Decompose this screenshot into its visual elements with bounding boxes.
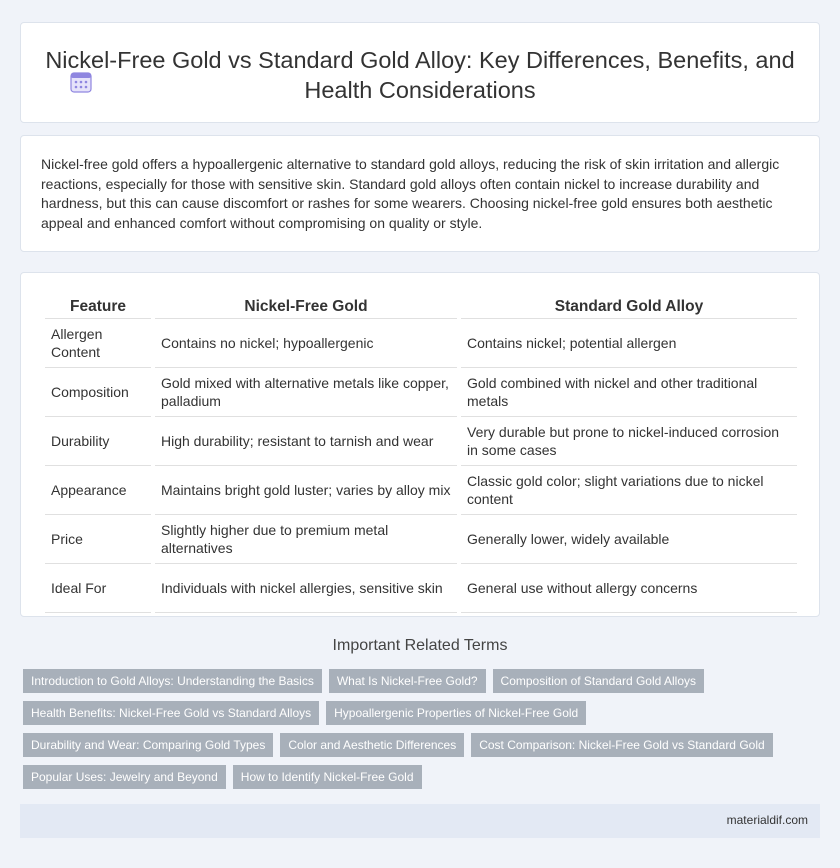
term-link[interactable]: What Is Nickel-Free Gold?: [329, 669, 486, 693]
row-nickel-free: Contains no nickel; hypoallergenic: [155, 319, 457, 368]
term-row: [23, 733, 813, 757]
term-link[interactable]: How to Identify Nickel-Free Gold: [233, 765, 422, 789]
row-standard: Very durable but prone to nickel-induced corrosion in some cases: [461, 417, 797, 466]
row-feature: Appearance: [45, 466, 151, 515]
row-standard: Gold combined with nickel and other traditional metals: [461, 368, 797, 417]
row-standard: Contains nickel; potential allergen: [461, 319, 797, 368]
term-link[interactable]: Health Benefits: Nickel-Free Gold vs Standard Alloys: [23, 701, 319, 725]
page-title: Nickel-Free Gold vs Standard Gold Alloy: Key Differences, Benefits, and Health Considerations: [45, 47, 795, 103]
row-standard: Generally lower, widely available: [461, 515, 797, 564]
term-link[interactable]: Cost Comparison: Nickel-Free Gold vs Standard Gold: [471, 733, 772, 757]
header-nickel-free: Nickel-Free Gold: [155, 293, 457, 319]
row-nickel-free: Maintains bright gold luster; varies by alloy mix: [155, 466, 457, 515]
row-nickel-free: Gold mixed with alternative metals like copper, palladium: [155, 368, 457, 417]
intro-card: [20, 135, 820, 252]
row-feature: Allergen Content: [45, 319, 151, 368]
term-row: [23, 701, 813, 725]
intro-paragraph: Nickel-free gold offers a hypoallergenic alternative to standard gold alloys, reducing the risk of skin irritation and allergic reactions, especially for those with sensitive skin. Standard gold alloys often contain nickel to increase durability and hardness, but this can cause discomfort or rashes for some wearers. Choosing nickel-free gold ensures both aesthetic appeal and enhanced comfort without compromising on quality or style.: [41, 156, 780, 231]
header-standard: Standard Gold Alloy: [461, 293, 797, 319]
comparison-card: [20, 272, 820, 617]
row-standard: Classic gold color; slight variations due to nickel content: [461, 466, 797, 515]
row-nickel-free: Slightly higher due to premium metal alternatives: [155, 515, 457, 564]
term-link[interactable]: Composition of Standard Gold Alloys: [493, 669, 704, 693]
row-feature: Durability: [45, 417, 151, 466]
row-standard: General use without allergy concerns: [461, 564, 797, 613]
row-feature: Price: [45, 515, 151, 564]
related-terms: [23, 669, 813, 797]
header-feature: Feature: [45, 293, 151, 319]
row-feature: Ideal For: [45, 564, 151, 613]
table-row: [45, 564, 797, 613]
table-row: [45, 319, 797, 368]
term-link[interactable]: Introduction to Gold Alloys: Understanding the Basics: [23, 669, 322, 693]
header-card: [20, 22, 820, 123]
footer-site[interactable]: materialdif.com: [726, 813, 808, 827]
row-feature: Composition: [45, 368, 151, 417]
footer: [20, 804, 820, 838]
row-nickel-free: Individuals with nickel allergies, sensitive skin: [155, 564, 457, 613]
table-header-row: [45, 293, 797, 319]
table-row: [45, 368, 797, 417]
term-link[interactable]: Hypoallergenic Properties of Nickel-Free Gold: [326, 701, 586, 725]
term-row: [23, 669, 813, 693]
related-terms-title: Important Related Terms: [332, 637, 508, 654]
term-link[interactable]: Durability and Wear: Comparing Gold Types: [23, 733, 273, 757]
table-row: [45, 466, 797, 515]
comparison-table: [41, 293, 801, 613]
term-link[interactable]: Popular Uses: Jewelry and Beyond: [23, 765, 226, 789]
term-link[interactable]: Color and Aesthetic Differences: [280, 733, 464, 757]
table-row: [45, 417, 797, 466]
row-nickel-free: High durability; resistant to tarnish and wear: [155, 417, 457, 466]
term-row: [23, 765, 813, 789]
table-row: [45, 515, 797, 564]
